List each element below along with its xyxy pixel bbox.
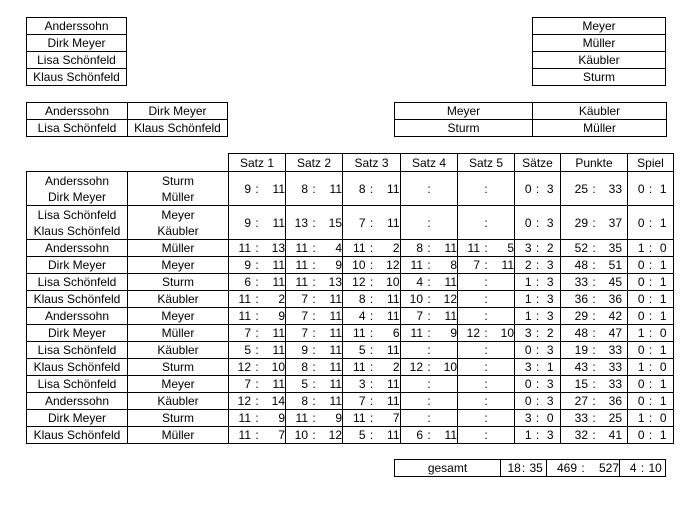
player-name: Anderssohn: [44, 309, 110, 323]
match-row: [27, 376, 674, 393]
saetze-score: 3 : 0: [515, 410, 561, 427]
away-player-cell: [128, 240, 229, 257]
home-double-2-b: Klaus Schönfeld: [128, 120, 228, 137]
match-row: [27, 410, 674, 427]
away-player-2: Müller: [533, 35, 666, 52]
saetze-score: 1 : 3: [515, 308, 561, 325]
set-score: 8 : 11: [286, 359, 343, 376]
spiel-score: 1 : 0: [628, 240, 674, 257]
spiel-score: 0 : 1: [628, 393, 674, 410]
set-score: 12 : 14: [229, 393, 286, 410]
away-player-cell: [128, 291, 229, 308]
set-score: 5 : 11: [229, 342, 286, 359]
punkte-score: 33 : 25: [561, 410, 628, 427]
home-double-1-a: Anderssohn: [27, 103, 128, 120]
set-score: 6 : 11: [401, 427, 458, 444]
punkte-score: 52 : 35: [561, 240, 628, 257]
home-player-1: Anderssohn: [27, 18, 127, 35]
saetze-score: 1 : 3: [515, 427, 561, 444]
away-player-cell: [128, 427, 229, 444]
set-score: :: [458, 410, 515, 427]
player-name: Dirk Meyer: [47, 411, 106, 425]
home-player-cell: [27, 257, 128, 274]
match-row: [27, 342, 674, 359]
match-row: [27, 308, 674, 325]
match-row: [27, 206, 674, 240]
punkte-score: 15 : 33: [561, 376, 628, 393]
player-name: Käubler: [157, 394, 199, 408]
set-score: 7 : 11: [286, 325, 343, 342]
punkte-score: 32 : 41: [561, 427, 628, 444]
saetze-score: 3 : 2: [515, 240, 561, 257]
header-blank: [128, 154, 229, 172]
set-score: 12 : 10: [458, 325, 515, 342]
saetze-score: 1 : 3: [515, 274, 561, 291]
set-score: :: [458, 427, 515, 444]
set-score: 4 : 11: [401, 274, 458, 291]
player-name: Meyer: [161, 309, 195, 323]
home-player-cell: [27, 206, 128, 240]
set-score: :: [401, 410, 458, 427]
player-name: Anderssohn: [44, 394, 110, 408]
away-double-1-b: Käubler: [533, 103, 667, 120]
column-header: Satz 4: [401, 154, 458, 172]
match-results-table: [26, 153, 674, 444]
home-player-cell: [27, 274, 128, 291]
away-player-cell: [128, 172, 229, 206]
saetze-score: 0 : 3: [515, 172, 561, 206]
home-player-2: Dirk Meyer: [27, 35, 127, 52]
home-player-cell: [27, 376, 128, 393]
set-score: 7 : 11: [229, 325, 286, 342]
punkte-score: 48 : 51: [561, 257, 628, 274]
set-score: 11 : 9: [286, 410, 343, 427]
away-player-cell: [128, 410, 229, 427]
set-score: :: [458, 172, 515, 206]
header-blank: [27, 154, 128, 172]
player-name: Sturm: [161, 411, 194, 425]
set-score: :: [458, 393, 515, 410]
set-score: :: [458, 308, 515, 325]
away-player-cell: [128, 257, 229, 274]
spiel-score: 0 : 1: [628, 172, 674, 206]
set-score: :: [401, 393, 458, 410]
player-name: Käubler: [157, 292, 199, 306]
home-doubles-pairs: [26, 102, 228, 137]
total-punkte: 469 : 527: [547, 460, 620, 477]
punkte-score: 33 : 45: [561, 274, 628, 291]
set-score: :: [458, 274, 515, 291]
set-score: 10 : 12: [401, 291, 458, 308]
home-player-cell: [27, 172, 128, 206]
away-player-cell: [128, 342, 229, 359]
punkte-score: 27 : 36: [561, 393, 628, 410]
player-name: Lisa Schönfeld: [37, 343, 117, 357]
home-player-cell: [27, 342, 128, 359]
set-score: 9 : 11: [229, 257, 286, 274]
set-score: :: [458, 342, 515, 359]
saetze-score: 1 : 3: [515, 291, 561, 308]
set-score: :: [401, 376, 458, 393]
set-score: 4 : 11: [343, 308, 401, 325]
punkte-score: 48 : 47: [561, 325, 628, 342]
set-score: 7 : 11: [229, 376, 286, 393]
set-score: 11 : 9: [401, 325, 458, 342]
set-score: :: [401, 342, 458, 359]
set-score: 8 : 11: [343, 291, 401, 308]
set-score: :: [401, 206, 458, 240]
home-double-1-b: Dirk Meyer: [128, 103, 228, 120]
match-row: [27, 172, 674, 206]
set-score: 8 : 11: [286, 172, 343, 206]
saetze-score: 3 : 1: [515, 359, 561, 376]
away-player-cell: [128, 206, 229, 240]
column-header: Satz 2: [286, 154, 343, 172]
home-player-cell: [27, 359, 128, 376]
player-name: Meyer: [161, 258, 195, 272]
saetze-score: 2 : 3: [515, 257, 561, 274]
player-name: Müller: [161, 326, 195, 340]
away-player-cell: [128, 393, 229, 410]
set-score: 11 : 6: [343, 325, 401, 342]
set-score: 11 : 9: [229, 308, 286, 325]
set-score: 8 : 11: [401, 240, 458, 257]
column-header: Satz 1: [229, 154, 286, 172]
player-name: Anderssohn: [44, 173, 110, 188]
home-player-cell: [27, 308, 128, 325]
spiel-score: 1 : 0: [628, 410, 674, 427]
player-name: Sturm: [161, 360, 194, 374]
set-score: 7 : 11: [286, 308, 343, 325]
player-name: Klaus Schönfeld: [33, 292, 121, 306]
match-row: [27, 274, 674, 291]
match-row: [27, 291, 674, 308]
set-score: 11 : 2: [343, 240, 401, 257]
spiel-score: 0 : 1: [628, 291, 674, 308]
set-score: 11 : 2: [343, 359, 401, 376]
set-score: 7 : 11: [343, 206, 401, 240]
saetze-score: 0 : 3: [515, 376, 561, 393]
set-score: 11 : 7: [229, 427, 286, 444]
spiel-score: 1 : 0: [628, 325, 674, 342]
spiel-score: 0 : 1: [628, 376, 674, 393]
saetze-score: 0 : 3: [515, 342, 561, 359]
match-row: [27, 359, 674, 376]
home-player-4: Klaus Schönfeld: [27, 69, 127, 86]
player-name: Müller: [161, 241, 195, 255]
player-name: Klaus Schönfeld: [33, 360, 121, 374]
home-player-cell: [27, 325, 128, 342]
column-header: Satz 5: [458, 154, 515, 172]
punkte-score: 29 : 42: [561, 308, 628, 325]
set-score: 6 : 11: [229, 274, 286, 291]
away-doubles-pairs: [394, 102, 667, 137]
set-score: 13 : 15: [286, 206, 343, 240]
set-score: 11 : 9: [229, 410, 286, 427]
player-name: Meyer: [161, 377, 195, 391]
away-player-cell: [128, 308, 229, 325]
column-header: Punkte: [561, 154, 628, 172]
set-score: 7 : 11: [343, 393, 401, 410]
home-double-2-a: Lisa Schönfeld: [27, 120, 128, 137]
spiel-score: 0 : 1: [628, 257, 674, 274]
column-header: Spiel: [628, 154, 674, 172]
player-name: Lisa Schönfeld: [37, 275, 117, 289]
spiel-score: 0 : 1: [628, 342, 674, 359]
set-score: 3 : 11: [343, 376, 401, 393]
home-player-cell: [27, 240, 128, 257]
away-player-cell: [128, 359, 229, 376]
punkte-score: 29 : 37: [561, 206, 628, 240]
set-score: 11 : 2: [229, 291, 286, 308]
set-score: 12 : 10: [229, 359, 286, 376]
away-player-4: Sturm: [533, 69, 666, 86]
home-team-roster: [26, 17, 127, 86]
spiel-score: 0 : 1: [628, 427, 674, 444]
column-header: Satz 3: [343, 154, 401, 172]
set-score: :: [458, 291, 515, 308]
player-name: Sturm: [161, 275, 194, 289]
set-score: 9 : 11: [286, 342, 343, 359]
set-score: :: [401, 172, 458, 206]
set-score: 5 : 11: [343, 342, 401, 359]
player-name: Käubler: [157, 343, 199, 357]
column-header: Sätze: [515, 154, 561, 172]
set-score: 11 : 5: [458, 240, 515, 257]
player-name: Dirk Meyer: [47, 258, 106, 272]
results-header-row: [27, 154, 674, 172]
player-name: Käubler: [157, 223, 199, 238]
player-name: Müller: [161, 428, 195, 442]
player-name: Dirk Meyer: [47, 189, 106, 204]
player-name: Dirk Meyer: [47, 326, 106, 340]
player-name: Klaus Schönfeld: [33, 428, 121, 442]
match-row: [27, 393, 674, 410]
set-score: 8 : 11: [286, 393, 343, 410]
total-spiel: 4 : 10: [620, 460, 666, 477]
set-score: 10 : 12: [286, 427, 343, 444]
match-row: [27, 427, 674, 444]
match-row: [27, 325, 674, 342]
set-score: 5 : 11: [343, 427, 401, 444]
home-player-cell: [27, 393, 128, 410]
set-score: 12 : 10: [343, 274, 401, 291]
set-score: 9 : 11: [229, 172, 286, 206]
set-score: 11 : 9: [286, 257, 343, 274]
match-row: [27, 257, 674, 274]
match-row: [27, 240, 674, 257]
home-player-cell: [27, 427, 128, 444]
set-score: 9 : 11: [229, 206, 286, 240]
punkte-score: 36 : 36: [561, 291, 628, 308]
away-double-2-a: Sturm: [395, 120, 533, 137]
away-player-cell: [128, 325, 229, 342]
player-name: Müller: [161, 189, 195, 204]
set-score: 11 : 4: [286, 240, 343, 257]
player-name: Lisa Schönfeld: [37, 377, 117, 391]
set-score: 10 : 12: [343, 257, 401, 274]
punkte-score: 43 : 33: [561, 359, 628, 376]
set-score: 11 : 8: [401, 257, 458, 274]
set-score: 7 : 11: [286, 291, 343, 308]
home-player-cell: [27, 410, 128, 427]
spiel-score: 1 : 0: [628, 359, 674, 376]
set-score: 12 : 10: [401, 359, 458, 376]
away-player-cell: [128, 376, 229, 393]
spiel-score: 0 : 1: [628, 308, 674, 325]
set-score: :: [458, 376, 515, 393]
set-score: 7 : 11: [401, 308, 458, 325]
set-score: 8 : 11: [343, 172, 401, 206]
away-player-cell: [128, 274, 229, 291]
set-score: 11 : 7: [343, 410, 401, 427]
punkte-score: 19 : 33: [561, 342, 628, 359]
home-player-cell: [27, 291, 128, 308]
set-score: 11 : 13: [229, 240, 286, 257]
set-score: 7 : 11: [458, 257, 515, 274]
saetze-score: 0 : 3: [515, 206, 561, 240]
player-name: Meyer: [161, 207, 195, 222]
set-score: :: [458, 359, 515, 376]
total-row: [394, 459, 666, 477]
away-team-roster: [532, 17, 666, 86]
away-double-1-a: Meyer: [395, 103, 533, 120]
spiel-score: 0 : 1: [628, 274, 674, 291]
total-saetze: 18 : 35: [501, 460, 547, 477]
player-name: Anderssohn: [44, 241, 110, 255]
away-double-2-b: Müller: [533, 120, 667, 137]
saetze-score: 0 : 3: [515, 393, 561, 410]
set-score: 5 : 11: [286, 376, 343, 393]
away-player-3: Käubler: [533, 52, 666, 69]
player-name: Lisa Schönfeld: [37, 207, 117, 222]
set-score: 11 : 13: [286, 274, 343, 291]
spiel-score: 0 : 1: [628, 206, 674, 240]
set-score: :: [458, 206, 515, 240]
player-name: Sturm: [161, 173, 194, 188]
punkte-score: 25 : 33: [561, 172, 628, 206]
player-name: Klaus Schönfeld: [33, 223, 121, 238]
total-label: gesamt: [395, 460, 501, 477]
away-player-1: Meyer: [533, 18, 666, 35]
saetze-score: 3 : 2: [515, 325, 561, 342]
home-player-3: Lisa Schönfeld: [27, 52, 127, 69]
